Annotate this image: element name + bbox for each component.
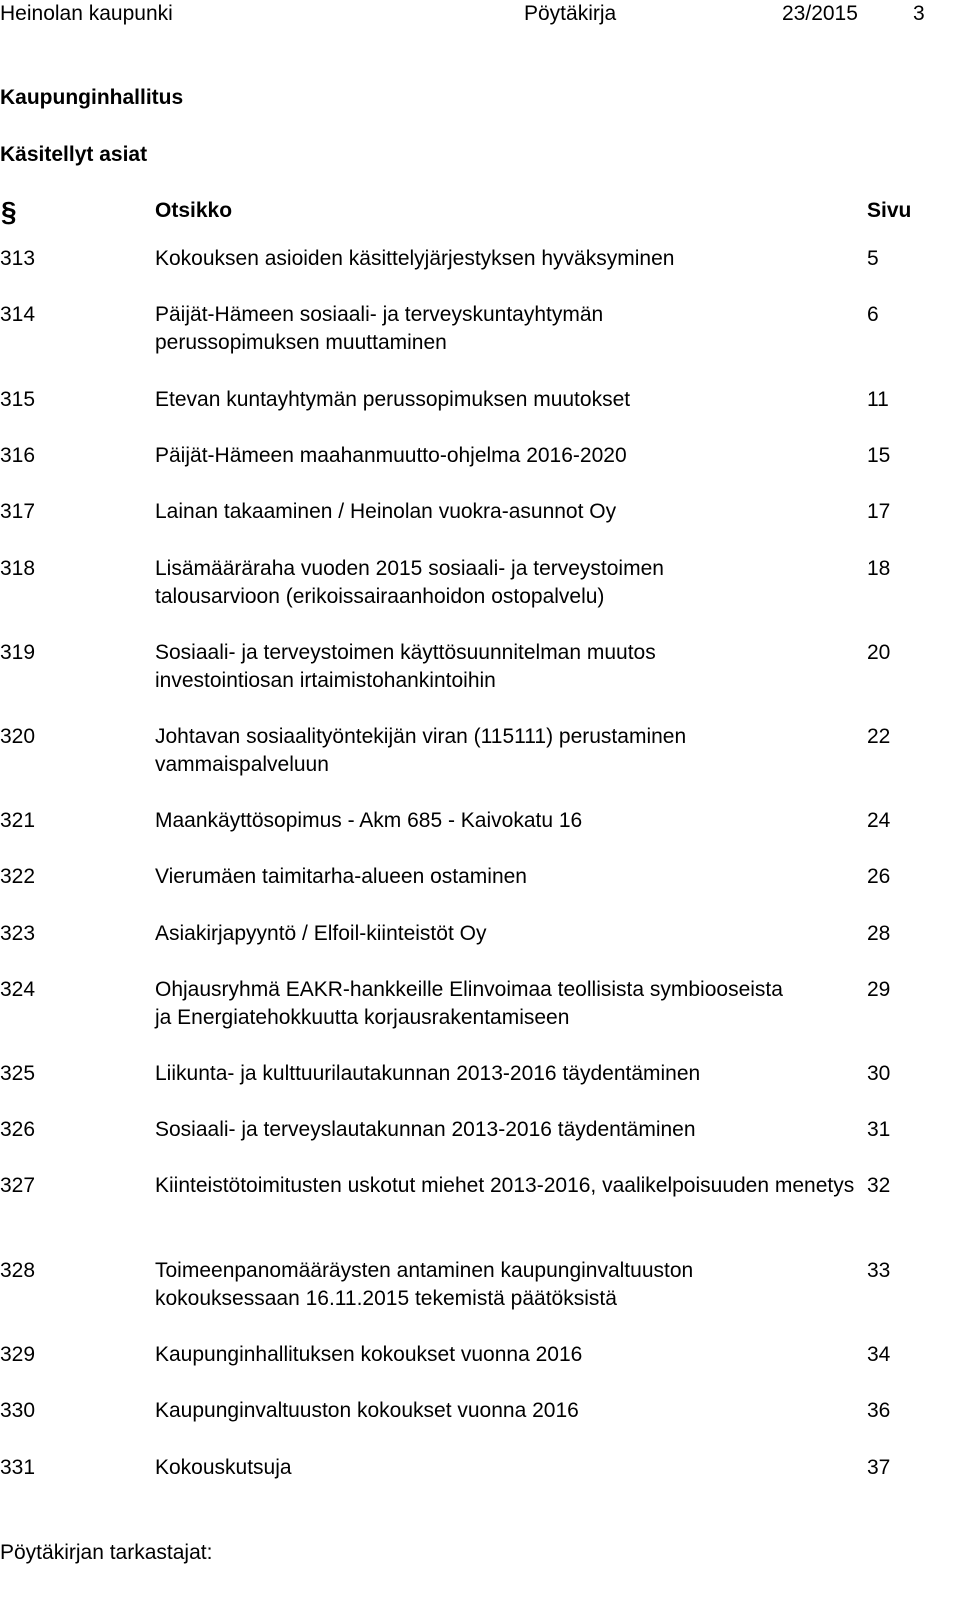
page-column-header: Sivu xyxy=(867,199,912,222)
reviewers-label: Pöytäkirjan tarkastajat: xyxy=(0,1541,213,1564)
item-number: 331 xyxy=(0,1456,36,1479)
item-page: 37 xyxy=(867,1456,891,1479)
item-title: Lainan takaaminen / Heinolan vuokra-asunnot Oy xyxy=(155,500,617,523)
item-title: Päijät-Hämeen maahanmuutto-ohjelma 2016-2020 xyxy=(155,444,627,467)
item-number: 316 xyxy=(0,444,36,467)
page-number: 3 xyxy=(913,2,925,25)
item-number: 329 xyxy=(0,1343,36,1366)
item-number: 330 xyxy=(0,1399,36,1422)
item-page: 17 xyxy=(867,500,891,523)
item-title: Toimeenpanomääräysten antaminen kaupunginvaltuuston kokouksessaan 16.11.2015 tekemistä päätöksistä xyxy=(155,1259,694,1310)
item-title: Asiakirjapyyntö / Elfoil-kiinteistöt Oy xyxy=(155,922,487,945)
item-title: Lisämääräraha vuoden 2015 sosiaali- ja terveystoimen talousarvioon (erikoissairaanhoidon ostopalvelu) xyxy=(155,557,664,608)
item-number: 315 xyxy=(0,388,36,411)
item-number: 319 xyxy=(0,641,36,664)
item-number: 324 xyxy=(0,978,36,1001)
item-page: 18 xyxy=(867,557,891,580)
item-title: Liikunta- ja kulttuurilautakunnan 2013-2016 täydentäminen xyxy=(155,1062,701,1085)
item-title: Kokouksen asioiden käsittelyjärjestyksen hyväksyminen xyxy=(155,247,675,270)
item-page: 36 xyxy=(867,1399,891,1422)
item-title: Sosiaali- ja terveystoimen käyttösuunnitelman muutos investointiosan irtaimistohankintoihin xyxy=(155,641,656,692)
item-title: Sosiaali- ja terveyslautakunnan 2013-2016 täydentäminen xyxy=(155,1118,696,1141)
item-number: 322 xyxy=(0,865,36,888)
body-title: Kaupunginhallitus xyxy=(0,86,184,109)
item-title: Kaupunginvaltuuston kokoukset vuonna 2016 xyxy=(155,1399,579,1422)
item-title: Ohjausryhmä EAKR-hankkeille Elinvoimaa teollisista symbiooseista ja Energiatehokkuutta korjausrakentamiseen xyxy=(155,978,783,1029)
item-page: 5 xyxy=(867,247,879,270)
list-title: Käsitellyt asiat xyxy=(0,143,148,166)
item-page: 24 xyxy=(867,809,891,832)
document-type: Pöytäkirja xyxy=(524,2,617,25)
item-page: 34 xyxy=(867,1343,891,1366)
item-page: 32 xyxy=(867,1174,891,1197)
item-number: 320 xyxy=(0,725,36,748)
item-number: 321 xyxy=(0,809,36,832)
item-page: 20 xyxy=(867,641,891,664)
item-page: 33 xyxy=(867,1259,891,1282)
item-title: Etevan kuntayhtymän perussopimuksen muutokset xyxy=(155,388,631,411)
item-title: Vierumäen taimitarha-alueen ostaminen xyxy=(155,865,527,888)
document-number: 23/2015 xyxy=(782,2,858,25)
item-page: 31 xyxy=(867,1118,891,1141)
item-page: 28 xyxy=(867,922,891,945)
item-title: Kaupunginhallituksen kokoukset vuonna 2016 xyxy=(155,1343,583,1366)
organization-name: Heinolan kaupunki xyxy=(0,2,173,25)
item-title: Päijät-Hämeen sosiaali- ja terveyskuntayhtymän perussopimuksen muuttaminen xyxy=(155,303,604,354)
page-header xyxy=(0,0,960,28)
item-page: 11 xyxy=(867,388,889,411)
item-title: Maankäyttösopimus - Akm 685 - Kaivokatu 16 xyxy=(155,809,583,832)
item-number: 328 xyxy=(0,1259,36,1282)
item-page: 29 xyxy=(867,978,891,1001)
item-page: 30 xyxy=(867,1062,891,1085)
item-number: 323 xyxy=(0,922,36,945)
item-number: 318 xyxy=(0,557,36,580)
item-title: Kokouskutsuja xyxy=(155,1456,292,1479)
item-title: Johtavan sosiaalityöntekijän viran (115111) perustaminen vammaispalveluun xyxy=(155,725,687,776)
item-number: 325 xyxy=(0,1062,36,1085)
item-number: 317 xyxy=(0,500,36,523)
item-number: 327 xyxy=(0,1174,36,1197)
item-page: 22 xyxy=(867,725,891,748)
item-page: 15 xyxy=(867,444,891,467)
item-title: Kiinteistötoimitusten uskotut miehet 2013-2016, vaalikelpoisuuden menetys xyxy=(155,1174,855,1197)
item-page: 6 xyxy=(867,303,879,326)
item-number: 326 xyxy=(0,1118,36,1141)
item-number: 314 xyxy=(0,303,36,326)
item-number: 313 xyxy=(0,247,36,270)
section-symbol-header: § xyxy=(1,196,17,227)
title-column-header: Otsikko xyxy=(155,199,233,222)
item-page: 26 xyxy=(867,865,891,888)
